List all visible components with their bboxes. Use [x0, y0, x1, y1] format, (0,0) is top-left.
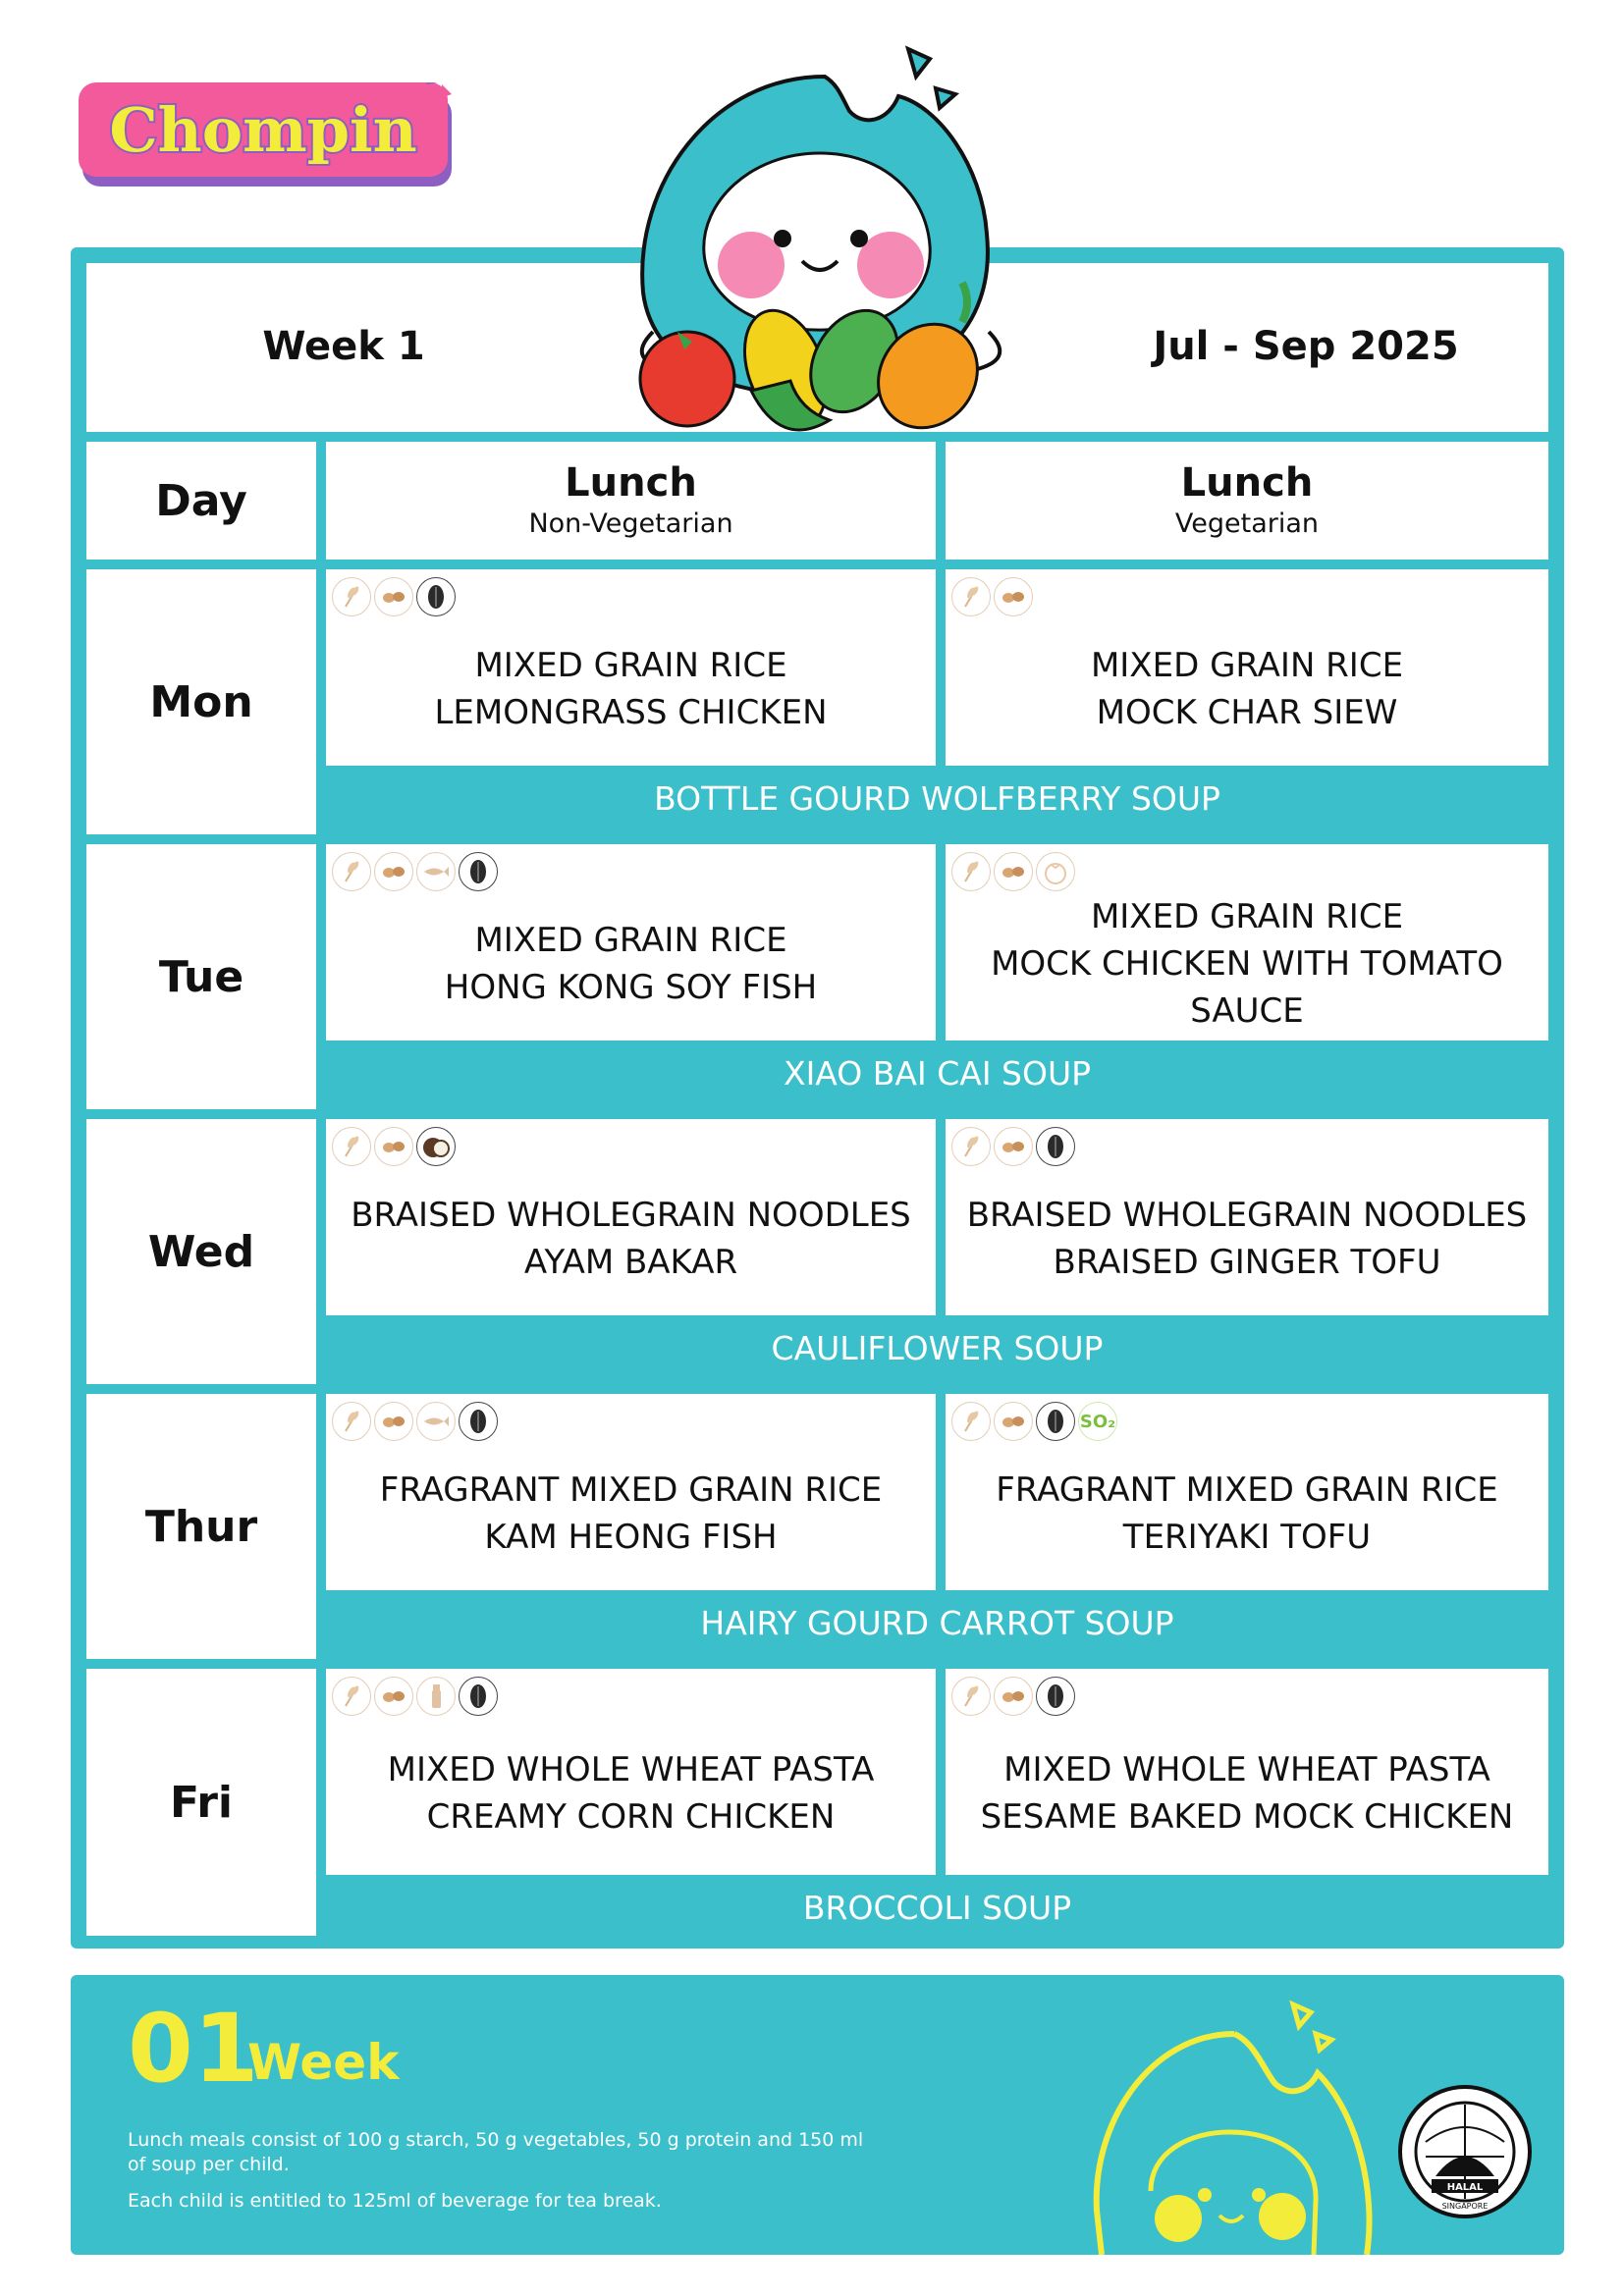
non-veg-meal-tue: [326, 844, 936, 1041]
meal-line: FRAGRANT MIXED GRAIN RICE: [996, 1470, 1498, 1510]
soy-icon: [994, 1677, 1033, 1716]
soup-label: BOTTLE GOURD WOLFBERRY SOUP: [654, 779, 1220, 818]
sesame-icon: [459, 1677, 498, 1716]
sesame-icon: [416, 577, 456, 616]
soy-icon: [994, 1402, 1033, 1441]
wheat-icon: [951, 577, 991, 616]
meal-line: MIXED GRAIN RICE: [1090, 897, 1404, 936]
soup-label: CAULIFLOWER SOUP: [771, 1329, 1104, 1367]
meal-line: KAM HEONG FISH: [484, 1518, 778, 1557]
day-label: Wed: [147, 1226, 255, 1277]
so2-icon: SO₂: [1078, 1402, 1117, 1441]
mascot-illustration: [584, 37, 1056, 450]
non-veg-column-header: [326, 442, 936, 560]
meal-line: CREAMY CORN CHICKEN: [426, 1797, 836, 1837]
veg-meal-thur: [946, 1394, 1548, 1590]
fish-icon: [416, 852, 456, 891]
week-number: 01: [128, 1994, 259, 2104]
day-column-header: Day: [86, 442, 316, 560]
meal-line: MOCK CHICKEN WITH TOMATO: [991, 944, 1503, 984]
chompin-logo: [79, 82, 454, 190]
allergen-icons: [951, 1127, 1075, 1166]
sesame-icon: [1036, 1402, 1075, 1441]
day-cell-fri: [86, 1669, 316, 1936]
allergen-icons: [951, 1677, 1075, 1716]
day-cell-thur: [86, 1394, 316, 1659]
meal-line: BRAISED WHOLEGRAIN NOODLES: [351, 1196, 911, 1235]
allergen-icons: [332, 1677, 498, 1716]
footer-note-1: Lunch meals consist of 100 g starch, 50 g vegetables, 50 g protein and 150 ml: [128, 2129, 864, 2151]
wheat-icon: [332, 1127, 371, 1166]
meal-line: LEMONGRASS CHICKEN: [434, 693, 828, 732]
soup-label: HAIRY GOURD CARROT SOUP: [700, 1604, 1174, 1642]
soy-icon: [994, 1127, 1033, 1166]
fish-icon: [416, 1402, 456, 1441]
day-cell-tue: [86, 844, 316, 1109]
meal-line: BRAISED GINGER TOFU: [1053, 1243, 1441, 1282]
milk-icon: [416, 1677, 456, 1716]
allergen-icons: [951, 577, 1033, 616]
sesame-icon: [459, 1402, 498, 1441]
soy-icon: [374, 852, 413, 891]
tomato-icon: [1036, 852, 1075, 891]
veg-subtitle: Vegetarian: [1174, 508, 1320, 539]
meal-line: MIXED WHOLE WHEAT PASTA: [387, 1750, 875, 1789]
wheat-icon: [332, 852, 371, 891]
halal-text: HALAL: [1446, 2182, 1484, 2193]
soy-icon: [994, 577, 1033, 616]
allergen-icons: [332, 852, 498, 891]
wheat-icon: [332, 1402, 371, 1441]
day-label: Thur: [144, 1501, 258, 1552]
wheat-icon: [951, 1127, 991, 1166]
day-label: Tue: [158, 951, 244, 1002]
day-label: Mon: [149, 676, 253, 727]
day-label: Fri: [169, 1777, 234, 1828]
meal-line: BRAISED WHOLEGRAIN NOODLES: [966, 1196, 1528, 1235]
allergen-icons: [951, 1402, 1117, 1441]
meal-line: MOCK CHAR SIEW: [1096, 693, 1398, 732]
mascot-outline-illustration: [1062, 1995, 1396, 2255]
meal-line: MIXED GRAIN RICE: [1090, 646, 1404, 685]
veg-meal-tue: [946, 844, 1548, 1041]
footer-note-3: Each child is entitled to 125ml of beverage for tea break.: [128, 2190, 662, 2212]
sesame-icon: [1036, 1127, 1075, 1166]
veg-meal-wed: [946, 1119, 1548, 1315]
meal-line: FRAGRANT MIXED GRAIN RICE: [379, 1470, 883, 1510]
week-word: Week: [247, 2034, 400, 2091]
meal-line: MIXED GRAIN RICE: [474, 646, 787, 685]
non-veg-meal-thur: [326, 1394, 936, 1590]
soup-label: BROCCOLI SOUP: [802, 1889, 1072, 1927]
sesame-icon: [1036, 1677, 1075, 1716]
day-cell-mon: [86, 569, 316, 834]
meal-line: SESAME BAKED MOCK CHICKEN: [980, 1797, 1514, 1837]
allergen-icons: [332, 577, 456, 616]
wheat-icon: [951, 1402, 991, 1441]
soy-icon: [374, 1127, 413, 1166]
wheat-icon: [951, 1677, 991, 1716]
soy-icon: [374, 1402, 413, 1441]
coconut-icon: [416, 1127, 456, 1166]
wheat-icon: [332, 577, 371, 616]
sesame-icon: [459, 852, 498, 891]
veg-meal-fri: [946, 1669, 1548, 1875]
allergen-icons: [332, 1402, 498, 1441]
meal-line: SAUCE: [1190, 991, 1304, 1031]
soup-label: XIAO BAI CAI SOUP: [783, 1054, 1092, 1093]
footer-note-2: of soup per child.: [128, 2154, 290, 2175]
veg-column-header: [946, 442, 1548, 560]
wheat-icon: [332, 1677, 371, 1716]
meal-line: HONG KONG SOY FISH: [444, 968, 818, 1007]
footer-panel: [71, 1975, 1564, 2255]
meal-line: MIXED WHOLE WHEAT PASTA: [1003, 1750, 1490, 1789]
veg-title: Lunch: [1180, 460, 1314, 506]
logo-text: Chompin: [109, 94, 417, 166]
day-cell-wed: [86, 1119, 316, 1384]
allergen-icons: [951, 852, 1075, 891]
period-label: Jul - Sep 2025: [1153, 324, 1459, 369]
non-veg-title: Lunch: [565, 460, 697, 506]
allergen-icons: [332, 1127, 456, 1166]
halal-logo: [1396, 2083, 1534, 2220]
non-veg-meal-mon: [326, 569, 936, 766]
veg-meal-mon: [946, 569, 1548, 766]
meal-line: MIXED GRAIN RICE: [474, 921, 787, 960]
non-veg-meal-wed: [326, 1119, 936, 1315]
week-label: Week 1: [262, 324, 425, 369]
wheat-icon: [951, 852, 991, 891]
meal-line: TERIYAKI TOFU: [1122, 1518, 1372, 1557]
soy-icon: [374, 1677, 413, 1716]
halal-country: SINGAPORE: [1441, 2202, 1489, 2211]
non-veg-subtitle: Non-Vegetarian: [528, 508, 733, 539]
non-veg-meal-fri: [326, 1669, 936, 1875]
soy-icon: [994, 852, 1033, 891]
meal-line: AYAM BAKAR: [523, 1243, 738, 1282]
soy-icon: [374, 577, 413, 616]
